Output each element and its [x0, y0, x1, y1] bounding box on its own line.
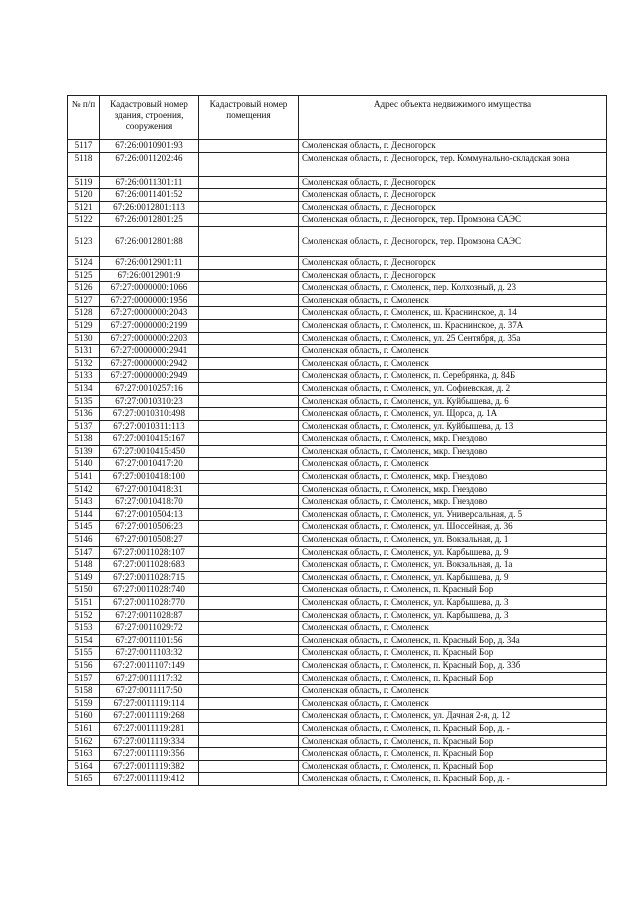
row-number: 5118 — [68, 152, 100, 176]
address-cell: Смоленская область, г. Смоленск, ш. Краснинское, д. 14 — [299, 307, 607, 320]
building-cadastral-number: 67:27:0011117:32 — [100, 672, 199, 685]
room-cadastral-number — [199, 382, 299, 395]
row-number: 5150 — [68, 584, 100, 597]
table-row — [68, 201, 607, 214]
row-number: 5134 — [68, 382, 100, 395]
building-cadastral-number: 67:27:0000000:2043 — [100, 307, 199, 320]
table-row — [68, 140, 607, 153]
room-cadastral-number — [199, 722, 299, 735]
address-cell: Смоленская область, г. Смоленск, пер. Колхозный, д. 23 — [299, 282, 607, 295]
address-cell: Смоленская область, г. Десногорск — [299, 201, 607, 214]
row-number: 5125 — [68, 269, 100, 282]
row-number: 5159 — [68, 697, 100, 710]
room-cadastral-number — [199, 597, 299, 610]
address-cell: Смоленская область, г. Смоленск, ул. Шоссейная, д. 36 — [299, 521, 607, 534]
row-number: 5120 — [68, 189, 100, 202]
table-row — [68, 345, 607, 358]
table-row — [68, 534, 607, 547]
building-cadastral-number: 67:27:0010415:450 — [100, 445, 199, 458]
table-row — [68, 471, 607, 484]
room-cadastral-number — [199, 282, 299, 295]
building-cadastral-number: 67:27:0010310:23 — [100, 395, 199, 408]
room-cadastral-number — [199, 445, 299, 458]
building-cadastral-number: 67:27:0011119:281 — [100, 722, 199, 735]
header-building-cadastral: Кадастровый номер здания, строения, сооружения — [100, 96, 199, 140]
row-number: 5128 — [68, 307, 100, 320]
building-cadastral-number: 67:27:0011119:356 — [100, 748, 199, 761]
address-cell: Смоленская область, г. Смоленск — [299, 458, 607, 471]
address-cell: Смоленская область, г. Смоленск, мкр. Гнездово — [299, 483, 607, 496]
building-cadastral-number: 67:27:0010311:113 — [100, 420, 199, 433]
table-row — [68, 319, 607, 332]
address-cell: Смоленская область, г. Смоленск, п. Красный Бор, д. 34а — [299, 634, 607, 647]
table-row — [68, 433, 607, 446]
table-row — [68, 748, 607, 761]
room-cadastral-number — [199, 735, 299, 748]
room-cadastral-number — [199, 483, 299, 496]
room-cadastral-number — [199, 319, 299, 332]
address-cell: Смоленская область, г. Десногорск — [299, 176, 607, 189]
table-row — [68, 584, 607, 597]
row-number: 5152 — [68, 609, 100, 622]
table-row — [68, 634, 607, 647]
address-cell: Смоленская область, г. Смоленск, ул. Вокзальная, д. 1 — [299, 534, 607, 547]
room-cadastral-number — [199, 559, 299, 572]
room-cadastral-number — [199, 496, 299, 509]
room-cadastral-number — [199, 584, 299, 597]
address-cell: Смоленская область, г. Смоленск, п. Красный Бор — [299, 760, 607, 773]
room-cadastral-number — [199, 176, 299, 189]
row-number: 5140 — [68, 458, 100, 471]
row-number: 5162 — [68, 735, 100, 748]
building-cadastral-number: 67:26:0011401:52 — [100, 189, 199, 202]
row-number: 5165 — [68, 773, 100, 786]
building-cadastral-number: 67:27:0000000:1956 — [100, 294, 199, 307]
building-cadastral-number: 67:27:0000000:2949 — [100, 370, 199, 383]
table-row — [68, 408, 607, 421]
address-cell: Смоленская область, г. Смоленск, ул. Карбышева, д. 9 — [299, 546, 607, 559]
address-cell: Смоленская область, г. Смоленск, мкр. Гнездово — [299, 496, 607, 509]
building-cadastral-number: 67:27:0011029:72 — [100, 622, 199, 635]
header-room-cadastral: Кадастровый номер помещения — [199, 96, 299, 140]
table-row — [68, 659, 607, 672]
address-cell: Смоленская область, г. Смоленск, ш. Краснинское, д. 37А — [299, 319, 607, 332]
table-row — [68, 445, 607, 458]
row-number: 5148 — [68, 559, 100, 572]
property-table — [67, 95, 607, 786]
building-cadastral-number: 67:27:0011119:382 — [100, 760, 199, 773]
building-cadastral-number: 67:27:0010257:16 — [100, 382, 199, 395]
row-number: 5142 — [68, 483, 100, 496]
row-number: 5132 — [68, 357, 100, 370]
room-cadastral-number — [199, 395, 299, 408]
building-cadastral-number: 67:27:0000000:2203 — [100, 332, 199, 345]
room-cadastral-number — [199, 609, 299, 622]
table-row — [68, 370, 607, 383]
table-row — [68, 282, 607, 295]
address-cell: Смоленская область, г. Смоленск, п. Красный Бор, д. - — [299, 722, 607, 735]
building-cadastral-number: 67:27:0000000:2942 — [100, 357, 199, 370]
room-cadastral-number — [199, 521, 299, 534]
room-cadastral-number — [199, 622, 299, 635]
room-cadastral-number — [199, 659, 299, 672]
room-cadastral-number — [199, 294, 299, 307]
address-cell: Смоленская область, г. Смоленск — [299, 697, 607, 710]
address-cell: Смоленская область, г. Смоленск, п. Красный Бор, д. - — [299, 773, 607, 786]
row-number: 5153 — [68, 622, 100, 635]
row-number: 5119 — [68, 176, 100, 189]
table-row — [68, 395, 607, 408]
address-cell: Смоленская область, г. Смоленск — [299, 294, 607, 307]
building-cadastral-number: 67:26:0010901:93 — [100, 140, 199, 153]
address-cell: Смоленская область, г. Смоленск, ул. Софиевская, д. 2 — [299, 382, 607, 395]
building-cadastral-number: 67:27:0011117:50 — [100, 685, 199, 698]
row-number: 5129 — [68, 319, 100, 332]
row-number: 5121 — [68, 201, 100, 214]
table-row — [68, 773, 607, 786]
table-row — [68, 722, 607, 735]
document-page — [67, 95, 606, 786]
table-row — [68, 458, 607, 471]
row-number: 5136 — [68, 408, 100, 421]
room-cadastral-number — [199, 408, 299, 421]
building-cadastral-number: 67:27:0010508:27 — [100, 534, 199, 547]
address-cell: Смоленская область, г. Десногорск, тер. Коммунально-складская зона — [299, 152, 607, 176]
row-number: 5147 — [68, 546, 100, 559]
address-cell: Смоленская область, г. Смоленск, ул. Вокзальная, д. 1а — [299, 559, 607, 572]
building-cadastral-number: 67:27:0011107:149 — [100, 659, 199, 672]
room-cadastral-number — [199, 634, 299, 647]
row-number: 5151 — [68, 597, 100, 610]
building-cadastral-number: 67:27:0011119:334 — [100, 735, 199, 748]
table-row — [68, 420, 607, 433]
address-cell: Смоленская область, г. Смоленск, ул. Куйбышева, д. 13 — [299, 420, 607, 433]
address-cell: Смоленская область, г. Смоленск, п. Красный Бор — [299, 584, 607, 597]
table-row — [68, 483, 607, 496]
row-number: 5130 — [68, 332, 100, 345]
room-cadastral-number — [199, 226, 299, 256]
address-cell: Смоленская область, г. Смоленск, ул. Карбышева, д. 3 — [299, 597, 607, 610]
address-cell: Смоленская область, г. Смоленск, ул. Универсальная, д. 5 — [299, 508, 607, 521]
row-number: 5123 — [68, 226, 100, 256]
row-number: 5127 — [68, 294, 100, 307]
row-number: 5161 — [68, 722, 100, 735]
building-cadastral-number: 67:27:0011028:107 — [100, 546, 199, 559]
table-row — [68, 622, 607, 635]
building-cadastral-number: 67:27:0011028:740 — [100, 584, 199, 597]
row-number: 5143 — [68, 496, 100, 509]
row-number: 5154 — [68, 634, 100, 647]
room-cadastral-number — [199, 773, 299, 786]
room-cadastral-number — [199, 214, 299, 227]
table-row — [68, 597, 607, 610]
address-cell: Смоленская область, г. Смоленск, ул. Дачная 2-я, д. 12 — [299, 710, 607, 723]
row-number: 5122 — [68, 214, 100, 227]
address-cell: Смоленская область, г. Смоленск, п. Красный Бор, д. 33б — [299, 659, 607, 672]
room-cadastral-number — [199, 433, 299, 446]
table-row — [68, 226, 607, 256]
address-cell: Смоленская область, г. Смоленск — [299, 345, 607, 358]
building-cadastral-number: 67:26:0011301:11 — [100, 176, 199, 189]
address-cell: Смоленская область, г. Смоленск, мкр. Гнездово — [299, 445, 607, 458]
table-row — [68, 735, 607, 748]
building-cadastral-number: 67:27:0011028:715 — [100, 571, 199, 584]
room-cadastral-number — [199, 697, 299, 710]
table-row — [68, 559, 607, 572]
address-cell: Смоленская область, г. Смоленск — [299, 622, 607, 635]
row-number: 5144 — [68, 508, 100, 521]
address-cell: Смоленская область, г. Десногорск, тер. Промзона САЭС — [299, 214, 607, 227]
building-cadastral-number: 67:27:0010506:23 — [100, 521, 199, 534]
address-cell: Смоленская область, г. Смоленск, мкр. Гнездово — [299, 471, 607, 484]
table-header-row — [68, 96, 607, 140]
address-cell: Смоленская область, г. Смоленск, ул. Карбышева, д. 3 — [299, 609, 607, 622]
row-number: 5133 — [68, 370, 100, 383]
building-cadastral-number: 67:26:0011202:46 — [100, 152, 199, 176]
table-row — [68, 508, 607, 521]
building-cadastral-number: 67:27:0011028:87 — [100, 609, 199, 622]
table-body — [68, 140, 607, 786]
row-number: 5126 — [68, 282, 100, 295]
table-row — [68, 269, 607, 282]
building-cadastral-number: 67:27:0011119:114 — [100, 697, 199, 710]
header-address: Адрес объекта недвижимого имущества — [299, 96, 607, 140]
building-cadastral-number: 67:27:0000000:2941 — [100, 345, 199, 358]
room-cadastral-number — [199, 508, 299, 521]
row-number: 5157 — [68, 672, 100, 685]
building-cadastral-number: 67:27:0011119:268 — [100, 710, 199, 723]
room-cadastral-number — [199, 534, 299, 547]
table-row — [68, 256, 607, 269]
room-cadastral-number — [199, 546, 299, 559]
building-cadastral-number: 67:27:0011119:412 — [100, 773, 199, 786]
building-cadastral-number: 67:26:0012801:88 — [100, 226, 199, 256]
row-number: 5155 — [68, 647, 100, 660]
table-row — [68, 152, 607, 176]
room-cadastral-number — [199, 256, 299, 269]
address-cell: Смоленская область, г. Смоленск, мкр. Гнездово — [299, 433, 607, 446]
address-cell: Смоленская область, г. Десногорск — [299, 256, 607, 269]
room-cadastral-number — [199, 571, 299, 584]
row-number: 5146 — [68, 534, 100, 547]
address-cell: Смоленская область, г. Смоленск — [299, 357, 607, 370]
building-cadastral-number: 67:26:0012901:9 — [100, 269, 199, 282]
room-cadastral-number — [199, 345, 299, 358]
row-number: 5117 — [68, 140, 100, 153]
address-cell: Смоленская область, г. Десногорск — [299, 269, 607, 282]
address-cell: Смоленская область, г. Смоленск, п. Красный Бор — [299, 672, 607, 685]
building-cadastral-number: 67:27:0000000:1066 — [100, 282, 199, 295]
room-cadastral-number — [199, 370, 299, 383]
table-row — [68, 760, 607, 773]
building-cadastral-number: 67:27:0011028:683 — [100, 559, 199, 572]
room-cadastral-number — [199, 647, 299, 660]
table-row — [68, 685, 607, 698]
table-row — [68, 176, 607, 189]
building-cadastral-number: 67:26:0012801:113 — [100, 201, 199, 214]
room-cadastral-number — [199, 760, 299, 773]
address-cell: Смоленская область, г. Смоленск, п. Красный Бор — [299, 647, 607, 660]
address-cell: Смоленская область, г. Смоленск — [299, 685, 607, 698]
table-row — [68, 609, 607, 622]
building-cadastral-number: 67:27:0011028:770 — [100, 597, 199, 610]
room-cadastral-number — [199, 152, 299, 176]
table-row — [68, 571, 607, 584]
table-row — [68, 294, 607, 307]
row-number: 5124 — [68, 256, 100, 269]
building-cadastral-number: 67:26:0012901:11 — [100, 256, 199, 269]
room-cadastral-number — [199, 672, 299, 685]
room-cadastral-number — [199, 458, 299, 471]
row-number: 5149 — [68, 571, 100, 584]
address-cell: Смоленская область, г. Смоленск, п. Красный Бор — [299, 748, 607, 761]
address-cell: Смоленская область, г. Смоленск, п. Красный Бор — [299, 735, 607, 748]
building-cadastral-number: 67:27:0011101:56 — [100, 634, 199, 647]
room-cadastral-number — [199, 471, 299, 484]
table-row — [68, 307, 607, 320]
building-cadastral-number: 67:27:0011103:32 — [100, 647, 199, 660]
row-number: 5141 — [68, 471, 100, 484]
header-num: № п/п — [68, 96, 100, 140]
address-cell: Смоленская область, г. Смоленск, ул. Щорса, д. 1А — [299, 408, 607, 421]
row-number: 5163 — [68, 748, 100, 761]
table-row — [68, 546, 607, 559]
address-cell: Смоленская область, г. Десногорск — [299, 140, 607, 153]
building-cadastral-number: 67:27:0000000:2199 — [100, 319, 199, 332]
room-cadastral-number — [199, 332, 299, 345]
building-cadastral-number: 67:27:0010415:167 — [100, 433, 199, 446]
room-cadastral-number — [199, 189, 299, 202]
building-cadastral-number: 67:27:0010417:20 — [100, 458, 199, 471]
row-number: 5138 — [68, 433, 100, 446]
room-cadastral-number — [199, 140, 299, 153]
row-number: 5137 — [68, 420, 100, 433]
table-row — [68, 496, 607, 509]
row-number: 5131 — [68, 345, 100, 358]
table-row — [68, 189, 607, 202]
table-row — [68, 672, 607, 685]
table-row — [68, 521, 607, 534]
row-number: 5135 — [68, 395, 100, 408]
address-cell: Смоленская область, г. Десногорск, тер. Промзона САЭС — [299, 226, 607, 256]
row-number: 5156 — [68, 659, 100, 672]
address-cell: Смоленская область, г. Десногорск — [299, 189, 607, 202]
building-cadastral-number: 67:27:0010504:13 — [100, 508, 199, 521]
room-cadastral-number — [199, 748, 299, 761]
room-cadastral-number — [199, 269, 299, 282]
row-number: 5160 — [68, 710, 100, 723]
table-row — [68, 697, 607, 710]
address-cell: Смоленская область, г. Смоленск, ул. 25 Сентября, д. 35а — [299, 332, 607, 345]
room-cadastral-number — [199, 710, 299, 723]
address-cell: Смоленская область, г. Смоленск, ул. Куйбышева, д. 6 — [299, 395, 607, 408]
building-cadastral-number: 67:27:0010418:70 — [100, 496, 199, 509]
address-cell: Смоленская область, г. Смоленск, п. Серебрянка, д. 84Б — [299, 370, 607, 383]
room-cadastral-number — [199, 685, 299, 698]
room-cadastral-number — [199, 307, 299, 320]
table-row — [68, 214, 607, 227]
row-number: 5139 — [68, 445, 100, 458]
table-row — [68, 647, 607, 660]
table-row — [68, 357, 607, 370]
building-cadastral-number: 67:27:0010310:498 — [100, 408, 199, 421]
table-row — [68, 382, 607, 395]
table-row — [68, 332, 607, 345]
building-cadastral-number: 67:26:0012801:25 — [100, 214, 199, 227]
table-row — [68, 710, 607, 723]
room-cadastral-number — [199, 357, 299, 370]
row-number: 5145 — [68, 521, 100, 534]
building-cadastral-number: 67:27:0010418:100 — [100, 471, 199, 484]
room-cadastral-number — [199, 201, 299, 214]
row-number: 5158 — [68, 685, 100, 698]
address-cell: Смоленская область, г. Смоленск, ул. Карбышева, д. 9 — [299, 571, 607, 584]
building-cadastral-number: 67:27:0010418:31 — [100, 483, 199, 496]
room-cadastral-number — [199, 420, 299, 433]
row-number: 5164 — [68, 760, 100, 773]
